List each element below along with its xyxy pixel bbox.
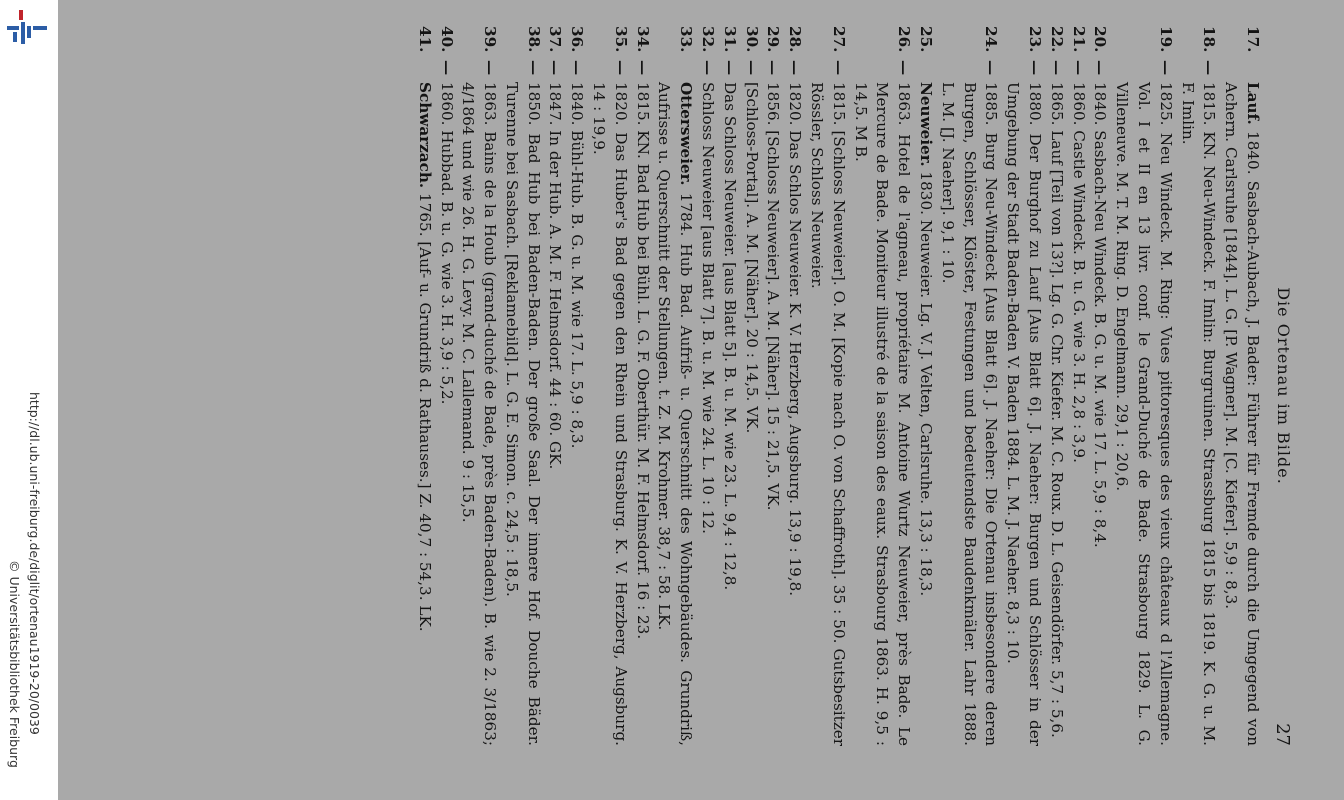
catalog-entry: [783, 26, 805, 746]
entry-number: 30.: [742, 26, 761, 53]
entry-text: 1815. [Schloss Neuweier]. O. M. [Kopie nach O. von Schaffroth]. 35 : 50. Gutsbesitzer Rössler, Schloss Neuweier.: [808, 82, 848, 746]
entry-dash: [653, 60, 697, 82]
page-number: 27: [1272, 723, 1293, 746]
entry-body: [1067, 82, 1089, 746]
entry-text: 1865. Lauf [Teil von 13?]. Lg. G. Chr. Kiefer. M. C. Roux. D. L. Geisendörfer. 5,7 : 5,6.: [1047, 82, 1066, 738]
entry-text: [Schloss-Portal]. A. M. [Näher]. 20 : 14,5. VK.: [742, 82, 761, 434]
page-content: [149, 26, 1299, 746]
entry-body: [762, 82, 784, 746]
entry-text: 1860. Castle Windeck. B. u. G. wie 3. H. 2,8 : 3,9.: [1069, 82, 1088, 463]
entry-number: 17.: [1244, 26, 1262, 53]
entry-body: [936, 82, 1001, 746]
entry-body: [435, 82, 457, 746]
entry-body: [805, 82, 849, 746]
place-name: Schwarzach.: [415, 82, 434, 189]
entry-text: 1840. Sasbach-Neu Windeck. B. G. u. M. wie 17. L. 5,9 : 8,4.: [1091, 82, 1110, 548]
entry-body: [740, 82, 762, 746]
entry-body: [783, 82, 805, 746]
entry-number: 28.: [786, 26, 805, 53]
entry-text: 1860. Hubbad. B. u. G. wie 3. H. 3,9 : 5,2.: [437, 82, 456, 405]
entry-number: 32.: [699, 26, 718, 53]
catalog-entry: [1176, 26, 1220, 746]
entry-body: [1219, 82, 1263, 746]
catalog-entry: [849, 26, 914, 746]
entry-body: [544, 82, 566, 746]
entry-body: [1110, 82, 1175, 746]
catalog-entry: [1001, 26, 1045, 746]
entry-dash: [1219, 60, 1263, 82]
entry-text: 1863. Bains de la Houb (grand-duché de Bade, près Baden-Baden). B. wie 2. 3/1863; 4/1864 und wie 26. H. G. Levy. M. C. Lallemand. 9 : 15,5.: [459, 82, 500, 746]
catalog-entry: [762, 26, 784, 746]
entry-text: 1765. [Auf- u. Grundriß d. Rathauses.] Z. 40,7 : 54,3. LK.: [415, 193, 434, 632]
entry-text: 1820. Das Schlos Neuweier. K. V. Herzberg, Augsburg. 13,9 : 19,8.: [786, 82, 805, 597]
entry-number: 23.: [1026, 26, 1045, 53]
entry-body: [1089, 82, 1111, 746]
entry-body: [631, 82, 653, 746]
entry-text: 1856. [Schloss Neuweier]. A. M. [Näher]. 15 : 21,5. VK.: [764, 82, 783, 511]
entry-dash: —: [568, 60, 587, 76]
entry-dash: —: [1026, 60, 1045, 76]
entry-text: 1840. Sasbach-Aubach, J. Bader: Führer für Fremde durch die Umgegend von Achern. Carlsruhe [1844]. L. G. [P. Wagner]. M. [C. Kiefer]. 5,9 : 8,3.: [1222, 82, 1262, 746]
catalog-entry: [805, 26, 849, 746]
entry-number: 29.: [764, 26, 783, 53]
document-url[interactable]: http://dl.ub.uni-freiburg.de/diglit/ortenau1919-20/0039: [27, 392, 42, 735]
entry-number: 21.: [1069, 26, 1088, 53]
entry-number: 41.: [415, 26, 434, 53]
page-title: Die Ortenau im Bilde.: [1274, 287, 1293, 485]
ub-freiburg-logo-icon[interactable]: [5, 8, 51, 48]
entry-dash: —: [699, 60, 718, 76]
entry-text: 1815. KN. Bad Hub bei Bühl. L. G. F. Oberthür. M. F. Helmsdorf. 16 : 23.: [633, 82, 652, 640]
catalog-entry: [587, 26, 631, 746]
catalog-entry: [653, 26, 697, 746]
entry-number: 40.: [437, 26, 456, 53]
entry-dash: —: [829, 60, 848, 76]
entry-dash: —: [895, 60, 914, 76]
copyright-notice: © Universitätsbibliothek Freiburg: [7, 560, 22, 768]
entry-text: 1840. Bühl-Hub. B. G. u. M. wie 17. L. 5,9 : 8,3.: [568, 82, 587, 449]
entry-text: 1830. Neuweier. Lg. V. J. Velten, Carlsruhe. 13,3 : 18,3.: [917, 171, 936, 597]
entry-text: 1880. Der Burghof zu Lauf [Aus Blatt 6]. J. Naeher: Burgen und Schlösser in der Umgebung der Stadt Baden-Baden V. Baden 1884. L. M. J. Naeher. 8,3 : 10.: [1004, 82, 1045, 746]
catalog-entry: [631, 26, 653, 746]
entry-number: 33.: [677, 26, 696, 53]
catalog-entry: [457, 26, 501, 746]
entry-dash: [914, 60, 936, 82]
entry-text: 1850. Bad Hub bei Baden-Baden. Der große Saal. Der innere Hof. Douche Bäder. Turenne bei Sasbach. [Reklamebild]. L. G. E. Simon. c. 24,5 : 18,5.: [502, 82, 543, 746]
entry-number: 38.: [524, 26, 543, 53]
entry-dash: —: [1156, 60, 1175, 76]
entry-dash: —: [1047, 60, 1066, 76]
entry-number: 20.: [1091, 26, 1110, 53]
entry-text: 1885. Burg Neu-Windeck [Aus Blatt 6]. J. Naeher: Die Ortenau insbesondere deren Burgen, Schlösser, Klöster, Festungen und bedeutendste Baudenkmäler. Lahr 1888. L. M. [J. Naeher]. 9,1 : 10.: [938, 82, 1001, 746]
entry-body: [914, 82, 936, 746]
entry-number: 24.: [982, 26, 1001, 53]
entry-body: [413, 82, 435, 746]
entry-text: Schloss Neuweier [aus Blatt 7]. B. u. M. wie 24. L. 10 : 12.: [699, 82, 718, 534]
catalog-entry: [740, 26, 762, 746]
catalog-entry: [1110, 26, 1175, 746]
entry-number: 37.: [546, 26, 565, 53]
entry-dash: —: [611, 60, 630, 76]
place-name: Ottersweier.: [677, 82, 696, 186]
entry-dash: [413, 60, 435, 82]
entry-dash: —: [982, 60, 1001, 76]
entry-number: 35.: [611, 26, 630, 53]
catalog-entry: [435, 26, 457, 746]
entry-number: 31.: [720, 26, 739, 53]
entry-dash: —: [764, 60, 783, 76]
entry-dash: —: [437, 60, 456, 76]
entry-number: 34.: [633, 26, 652, 53]
entry-body: [718, 82, 740, 746]
entry-body: [587, 82, 631, 746]
catalog-entry: [500, 26, 544, 746]
catalog-entry: [544, 26, 566, 746]
entry-body: [653, 82, 697, 746]
entry-body: [457, 82, 501, 746]
entry-text: 1825. Neu Windeck. M. Ring: Vues pittoresques des vieux châteaux d l'Allemagne. Vol. I et II en 13 livr. conf. le Grand-Duché de Bade. Strasbourg 1829. L. G. Villeneuve. M. T. M. Ring. D. Engelmann. 29,1 : 20,6.: [1113, 82, 1175, 746]
entry-body: [1045, 82, 1067, 746]
entry-body: [1001, 82, 1045, 746]
entry-number: 25.: [917, 26, 936, 53]
viewer-sidebar: [0, 0, 58, 800]
page-header: [1269, 26, 1299, 746]
entry-number: 26.: [895, 26, 914, 53]
entry-number: 22.: [1047, 26, 1066, 53]
entry-dash: —: [1069, 60, 1088, 76]
entry-dash: —: [742, 60, 761, 76]
entry-text: Das Schloss Neuweier. [aus Blatt 5]. B. u. M. wie 23. L. 9,4 : 12,8.: [720, 82, 739, 591]
place-name: Neuweier.: [917, 82, 936, 167]
entry-body: [849, 82, 914, 746]
entry-dash: —: [524, 60, 543, 76]
entry-dash: —: [720, 60, 739, 76]
catalog-entry: [1045, 26, 1067, 746]
scanned-page: [58, 0, 1344, 800]
catalog-entry: [914, 26, 936, 746]
entry-text: 1820. Das Huber's Bad gegen den Rhein und Strasburg. K. V. Herzberg, Augsburg. 14 : 19,9.: [590, 82, 630, 746]
entry-number: 27.: [829, 26, 848, 53]
catalog-entry: [1089, 26, 1111, 746]
entry-text: 1863. Hotel de l'agneau, propriétaire M. Antoine Wurtz Neuweier, près Bade. Le Mercure de Bade. Moniteur illustré de la saison des eaux. Strasbourg 1863. H. 9,5 : 14,5. M B.: [851, 82, 914, 746]
entry-dash: —: [1091, 60, 1110, 76]
entry-number: 39.: [481, 26, 500, 53]
catalog-entry: [718, 26, 740, 746]
catalog-entry: [1067, 26, 1089, 746]
catalog-entries: [413, 26, 1269, 746]
catalog-entry: [696, 26, 718, 746]
catalog-entry: [1219, 26, 1263, 746]
catalog-entry: [413, 26, 435, 746]
entry-body: [500, 82, 544, 746]
entry-text: 1784. Hub Bad. Aufriß- u. Querschnitt des Wohngebäudes. Grundriß, Aufrisse u. Querschnitt der Stellungen. t. Z. M. Krohmer. 38,7 : 58. LK.: [655, 82, 696, 746]
entry-text: 1815. KN. Neu-Windeck. F. Imlin: Burgruinen. Strassburg 1815 bis 1819. K. G. u. M. F. Imlin.: [1178, 82, 1219, 746]
entry-dash: —: [633, 60, 652, 76]
place-name: Lauf.: [1244, 82, 1262, 125]
entry-number: 19.: [1156, 26, 1175, 53]
entry-number: 18.: [1200, 26, 1219, 53]
entry-number: 36.: [568, 26, 587, 53]
entry-body: [696, 82, 718, 746]
catalog-entry: [936, 26, 1001, 746]
entry-dash: —: [481, 60, 500, 76]
entry-text: 1847. In der Hub. A. M. F. Helmsdorf. 44 : 60. GK.: [546, 82, 565, 470]
entry-dash: —: [546, 60, 565, 76]
entry-dash: —: [1200, 60, 1219, 76]
catalog-entry: [566, 26, 588, 746]
entry-dash: —: [786, 60, 805, 76]
entry-body: [1176, 82, 1220, 746]
entry-body: [566, 82, 588, 746]
